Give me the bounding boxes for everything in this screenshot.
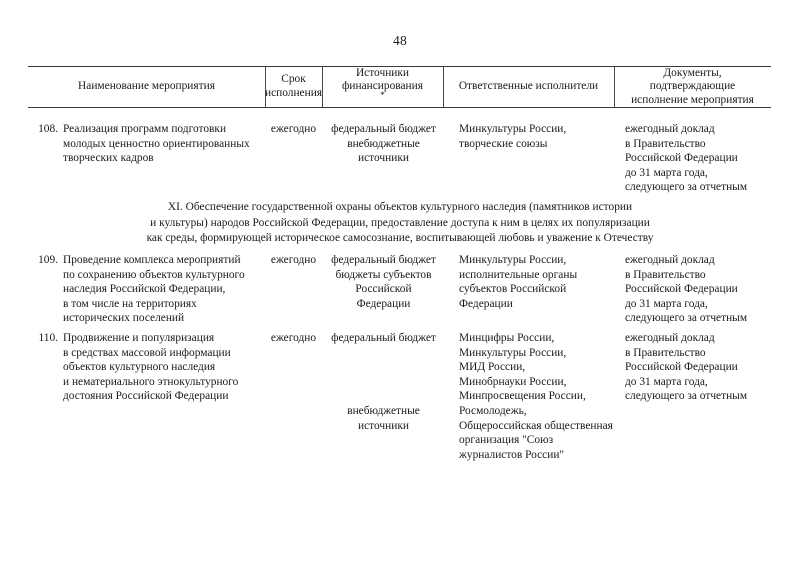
cell-financing: федеральный бюджет [331,332,436,344]
section-heading [0,200,800,247]
column-header-term-line-2: исполнения [264,87,323,99]
column-header-documents-line-2: подтверждающие [649,80,736,93]
row-number: 108. [38,123,58,135]
cell-name: Продвижение и популяризация в средствах массовой информации объектов культурного наследия и нематериального этнокультурного достояния Российской Федерации [63,332,239,403]
page-number: 48 [393,33,407,48]
column-header-documents-line-3: исполнение мероприятия [631,93,754,106]
section-heading-line-2: и культуры) народов Российской Федерации, предоставление доступа к ним в целях их популяризации [150,216,650,229]
section-heading-line-3: как среды, формирующей историческое самосознание, воспитывающей любовь и уважение к Отечеству [146,232,654,245]
column-header-financing-line-1: Источники [355,66,410,79]
footnote-marker: * [380,90,385,100]
column-header-term-line-1: Срок [281,73,306,86]
column-header-term [265,67,322,107]
cell-name: Проведение комплекса мероприятий по сохранению объектов культурного наследия Российской Федерации, в том числе на территориях исторических поселений [63,254,245,325]
column-header-name-line-1: Наименование мероприятия [78,80,215,93]
cell-financing-secondary: внебюджетные источники [347,405,420,432]
column-header-financing-line-2: финансирования * [342,80,423,100]
cell-term: ежегодно [270,123,317,135]
cell-documents: ежегодный доклад в Правительство Российской Федерации до 31 марта года, следующего за отчетным [625,254,748,325]
cell-name: Реализация программ подготовки молодых ценностно ориентированных творческих кадров [63,123,250,165]
column-header-executors-line-1: Ответственные исполнители [458,80,599,93]
cell-executors: Минцифры России, Минкультуры России, МИД России, Минобрнауки России, Минпросвещения России, Росмолодежь, Общероссийская общественная организация "Союз журналистов России" [459,332,613,461]
column-header-financing [322,67,443,107]
column-header-documents [614,67,771,107]
column-header-name [28,67,265,107]
row-number: 109. [38,254,58,266]
cell-financing: федеральный бюджет бюджеты субъектов Российской Федерации [331,254,436,310]
cell-term: ежегодно [270,332,317,344]
section-heading-line-1: XI. Обеспечение государственной охраны объектов культурного наследия (памятников истории [167,201,633,213]
cell-documents: ежегодный доклад в Правительство Российской Федерации до 31 марта года, следующего за отчетным [625,123,748,194]
cell-financing: федеральный бюджет внебюджетные источники [331,123,436,165]
cell-executors: Минкультуры России, творческие союзы [459,123,567,150]
row-number: 110. [38,332,58,344]
column-header-documents-line-1: Документы, [663,66,722,79]
cell-term: ежегодно [270,254,317,266]
cell-executors: Минкультуры России, исполнительные органы субъектов Российской Федерации [459,254,578,310]
cell-documents: ежегодный доклад в Правительство Российской Федерации до 31 марта года, следующего за отчетным [625,332,748,403]
column-header-executors [443,67,614,107]
